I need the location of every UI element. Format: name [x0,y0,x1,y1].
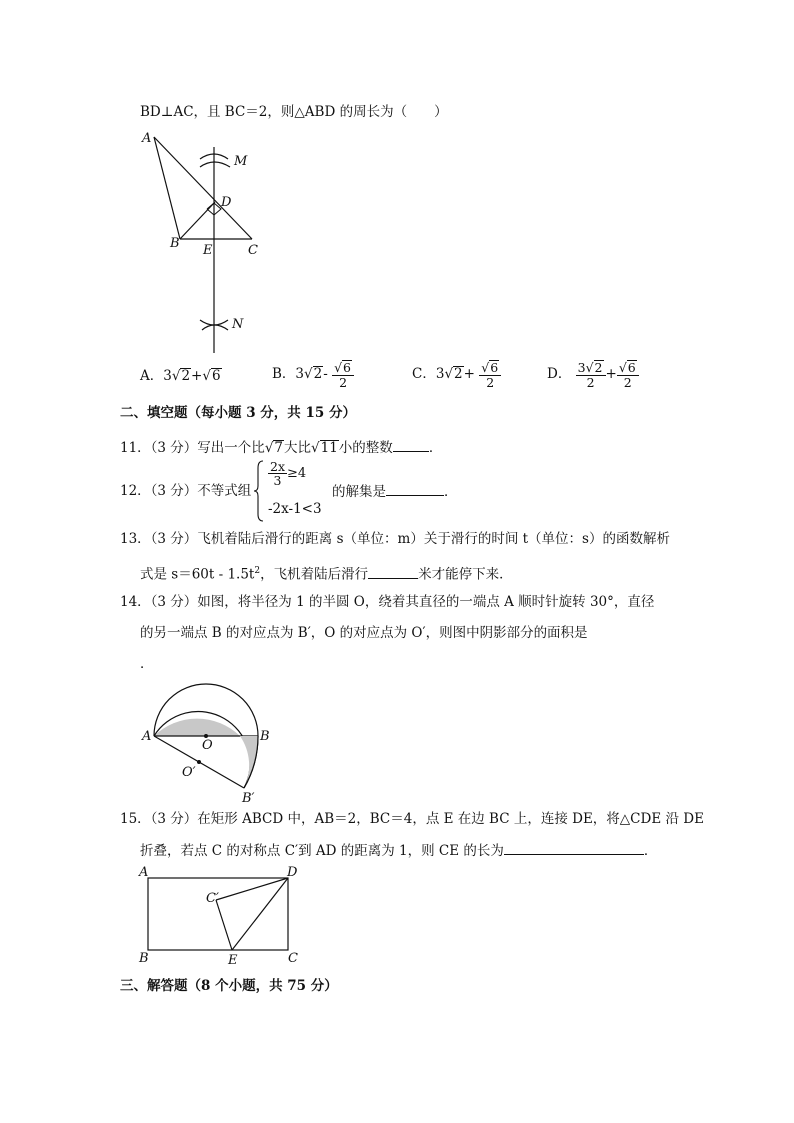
label-B-prime: B′ [242,791,255,806]
label-O-prime: O′ [182,765,196,780]
system-brace [254,460,264,522]
question-12-tail: 的解集是 ． [332,481,458,502]
option-b[interactable]: B．3√2- $\frac{√6}{2}$ [272,360,354,389]
option-c[interactable]: C．3√2+ $\frac{√6}{2}$ [412,360,501,389]
segment-AB [154,137,180,239]
label-E: E [228,953,238,968]
system-row-2: -2x-1<3 [268,501,322,517]
label-E: E [203,243,213,258]
label-O: O [202,738,213,753]
label-C: C [288,951,298,966]
figure-triangle-construction [130,125,280,360]
fraction: $\frac{√6}{2}$ [332,360,354,389]
point-O-prime [197,760,201,764]
system-row-1: $\frac{2x}{3}$ ≥4 [270,459,307,488]
question-15-line-1: 15．（3 分）在矩形 ABCD 中，AB＝2，BC＝4，点 E 在边 BC 上，连接 DE，将△CDE 沿 DE [120,811,704,827]
label-D: D [221,195,232,210]
label-B: B [139,951,149,966]
label-A: A [139,865,149,880]
question-13-line-1: 13．（3 分）飞机着陆后滑行的距离 s（单位：m）关于滑行的时间 t（单位：s）的函数解析 [120,531,670,547]
segment-C-prime-E [216,900,232,950]
segment-DE [232,878,288,950]
answer-blank[interactable] [368,564,418,579]
segment-BD [180,202,215,239]
question-15-line-2: 折叠，若点 C 的对称点 C′到 AD 的距离为 1，则 CE 的长为 ． [140,840,657,861]
answer-blank[interactable] [393,437,429,452]
segment-AC [154,137,252,239]
label-D: D [287,865,298,880]
segment-DC-prime [216,878,288,900]
question-14-line-3: ． [140,656,154,672]
option-a[interactable]: A．3√2+√6 [140,368,221,384]
fraction: $\frac{3√2}{2}$ [576,360,606,389]
q10-stem-tail [140,102,448,122]
fraction-2x-over-3: $\frac{2x}{3}$ [270,459,286,488]
question-14-line-1: 14．（3 分）如图，将半径为 1 的半圆 O，绕着其直径的一端点 A 顺时针旋转 30°，直径 [120,594,655,610]
label-B: B [170,236,180,251]
label-C-prime: C′ [206,891,219,906]
figure-rectangle-fold [136,862,306,967]
question-13-line-2: 式是 $s=60t - 1.5t^2$，飞机着陆后滑行 米才能停下来． [140,561,513,585]
section-title-solve: 三、解答题（8 个小题，共 75 分） [120,978,338,994]
question-14-line-2: 的另一端点 B 的对应点为 B′，O 的对应点为 O′，则图中阴影部分的面积是 [140,625,588,641]
q10-stem-text: BD⊥AC，且 BC＝2，则△ABD 的周长为（ ） [140,104,448,120]
arc-mark-bottom-2 [202,325,228,330]
section-title-fill-blank: 二、填空题（每小题 3 分，共 15 分） [120,405,356,421]
question-12-lead: 12．（3 分）不等式组 [120,483,252,499]
arc-mark-top-2 [200,162,230,167]
label-B: B [260,729,270,744]
option-d[interactable]: D． $\frac{3√2}{2}$ + $\frac{√6}{2}$ [547,360,639,389]
label-C: C [248,243,258,258]
fraction: $\frac{√6}{2}$ [617,360,639,389]
fraction: $\frac{√6}{2}$ [479,360,501,389]
figure-rotated-semicircle [138,676,278,806]
rectangle-ABCD [148,878,288,950]
label-N: N [232,317,244,332]
label-A: A [142,729,152,744]
label-M: M [234,154,248,169]
answer-blank[interactable] [504,840,644,855]
question-11: 11．（3 分）写出一个比√7大比√11小的整数 ． [120,437,442,458]
label-A: A [142,131,152,146]
answer-blank[interactable] [386,481,444,496]
